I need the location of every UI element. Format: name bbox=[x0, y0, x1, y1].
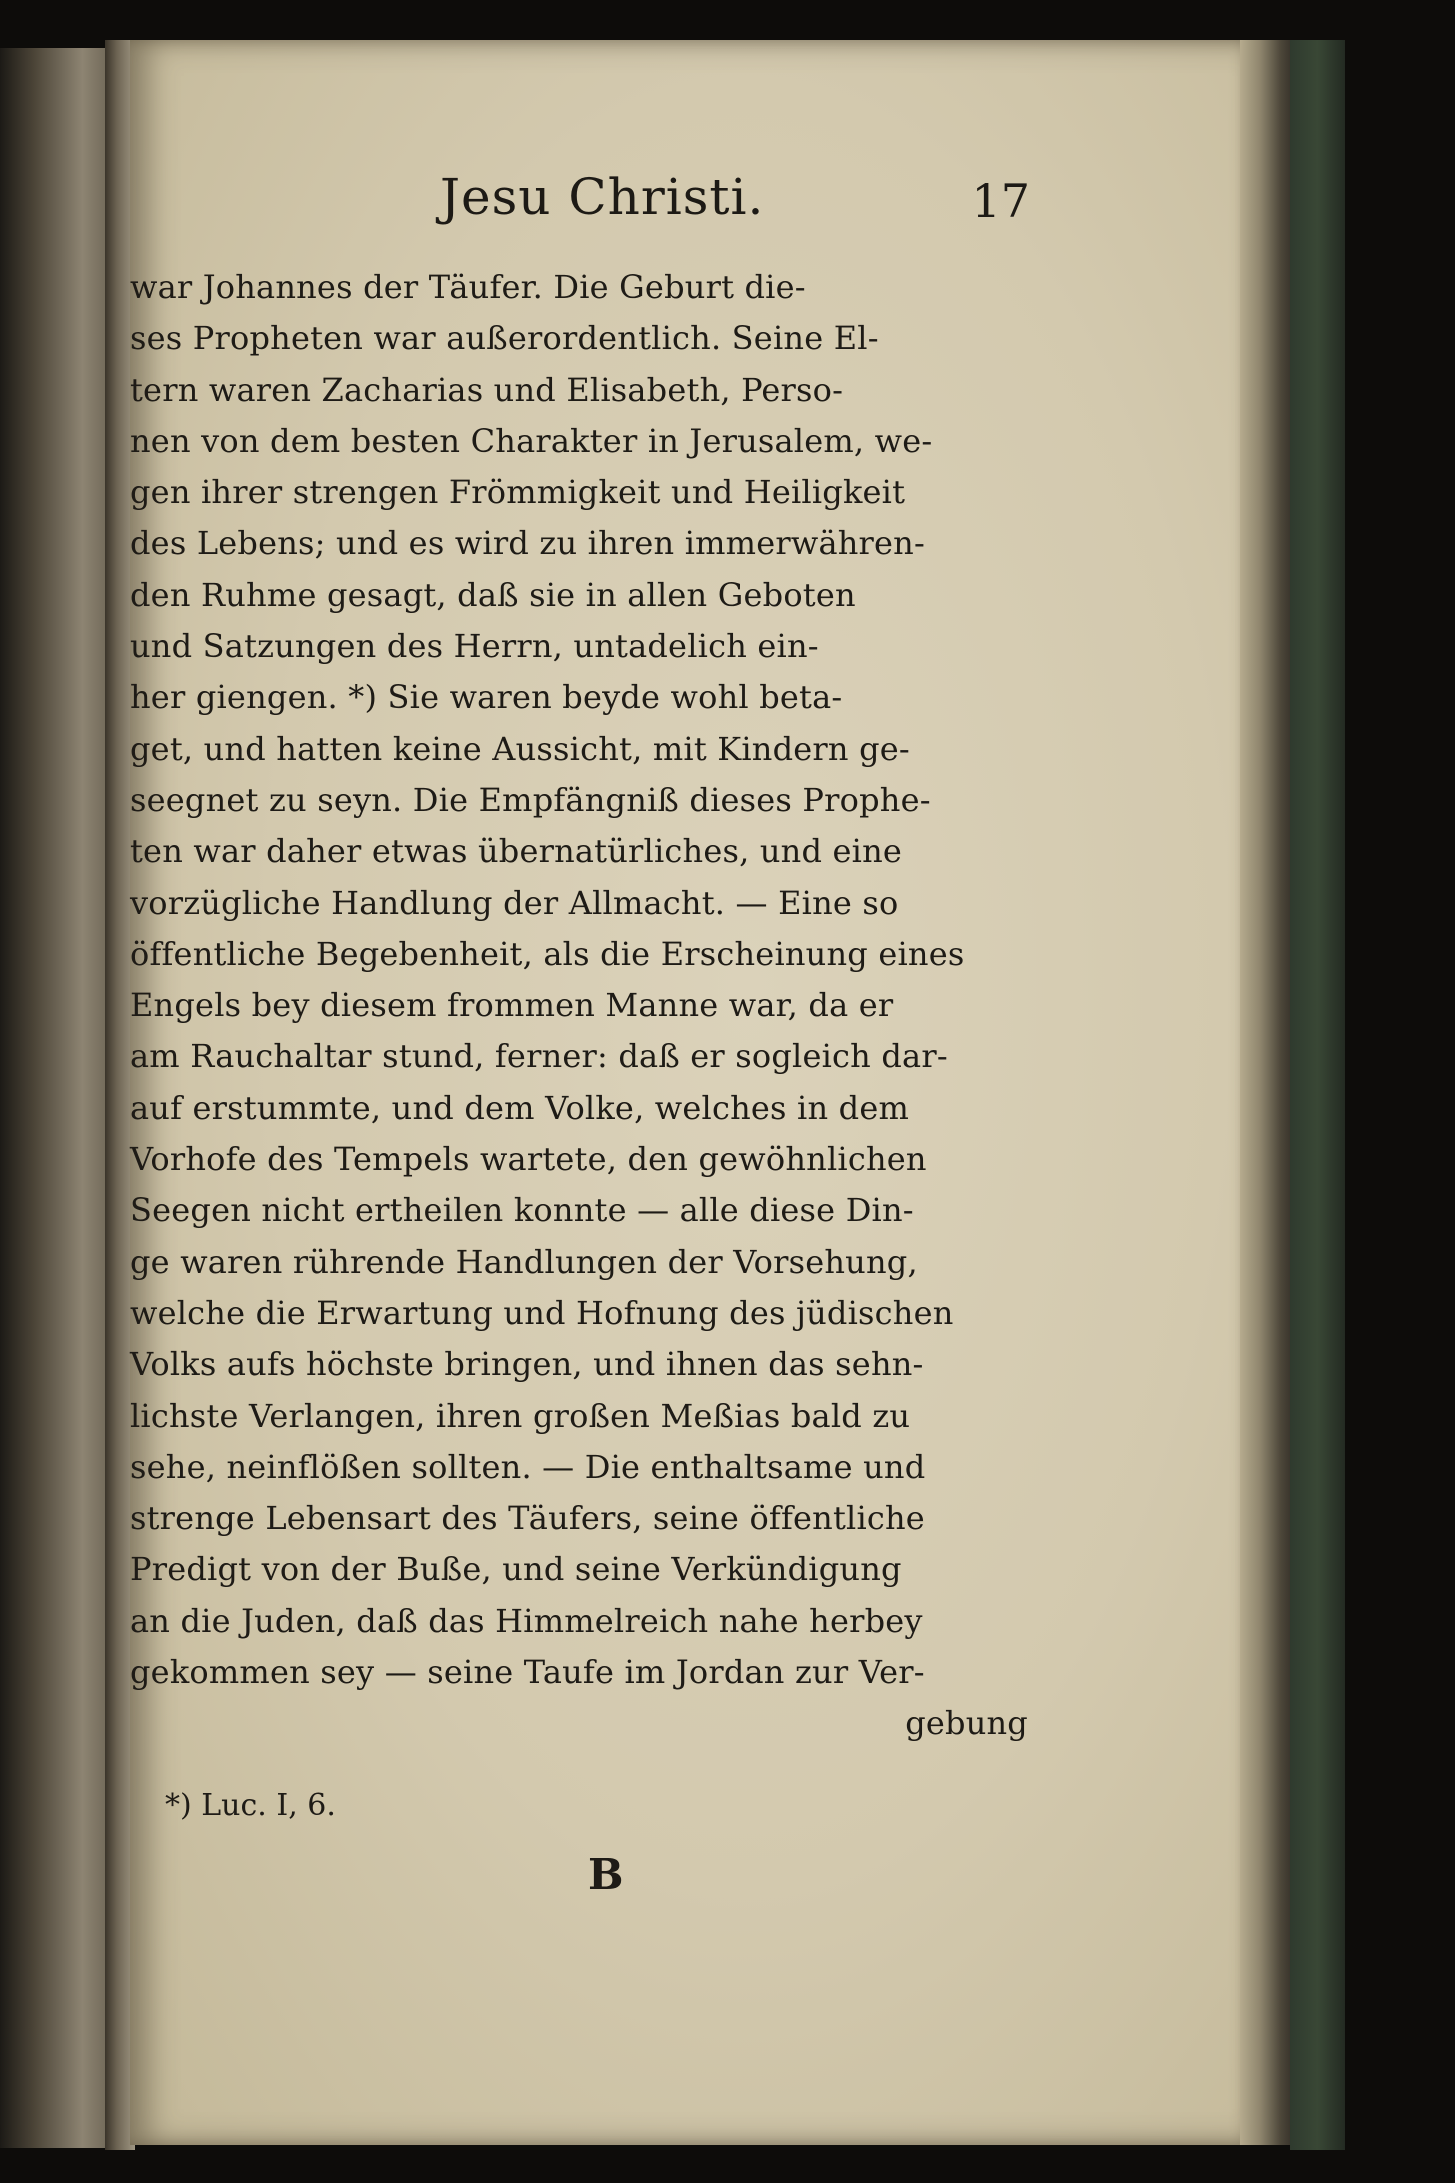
text-line: lichste Verlangen, ihren großen Meßias bald zu bbox=[130, 1396, 911, 1435]
text-line: Predigt von der Buße, und seine Verkündigung bbox=[130, 1550, 902, 1589]
catchword: gebung bbox=[905, 1704, 1028, 1743]
text-line: den Ruhme gesagt, daß sie in allen Geboten bbox=[130, 575, 856, 614]
text-line: und Satzungen des Herrn, untadelich ein- bbox=[130, 627, 819, 666]
left-page-edge bbox=[0, 48, 110, 2148]
text-line: ses Propheten war außerordentlich. Seine El- bbox=[130, 319, 879, 358]
text-line: strenge Lebensart des Täufers, seine öffentliche bbox=[130, 1499, 925, 1538]
page-header bbox=[440, 168, 1030, 240]
book-cover-edge bbox=[1290, 40, 1345, 2150]
text-line: Volks aufs höchste bringen, und ihnen das sehn- bbox=[130, 1345, 924, 1384]
text-line: welche die Erwartung und Hofnung des jüdischen bbox=[130, 1293, 954, 1332]
signature-mark: B bbox=[588, 1850, 624, 1899]
page-number: 17 bbox=[971, 174, 1030, 228]
text-line: ge waren rührende Handlungen der Vorsehung, bbox=[130, 1242, 918, 1281]
text-line: Engels bey diesem frommen Manne war, da er bbox=[130, 986, 894, 1025]
text-line: nen von dem besten Charakter in Jerusalem, we- bbox=[130, 421, 933, 460]
text-line: gen ihrer strengen Frömmigkeit und Heiligkeit bbox=[130, 473, 906, 512]
text-line: Vorhofe des Tempels wartete, den gewöhnlichen bbox=[130, 1140, 927, 1179]
text-line: tern waren Zacharias und Elisabeth, Perso- bbox=[130, 370, 844, 409]
text-line: Seegen nicht ertheilen konnte — alle diese Din- bbox=[130, 1191, 914, 1230]
body-text bbox=[130, 262, 1030, 1750]
text-line: vorzügliche Handlung der Allmacht. — Eine so bbox=[130, 883, 899, 922]
footnote: *) Luc. I, 6. bbox=[165, 1788, 336, 1823]
text-line: auf erstummte, und dem Volke, welches in dem bbox=[130, 1088, 910, 1127]
text-line: sehe, neinflößen sollten. — Die enthaltsame und bbox=[130, 1447, 926, 1486]
text-line: öffentliche Begebenheit, als die Erscheinung eines bbox=[130, 934, 965, 973]
text-line: her giengen. *) Sie waren beyde wohl beta- bbox=[130, 678, 843, 717]
text-line: gekommen sey — seine Taufe im Jordan zur Ver- bbox=[130, 1653, 925, 1692]
text-line: war Johannes der Täufer. Die Geburt die- bbox=[130, 268, 806, 306]
text-line: get, und hatten keine Aussicht, mit Kindern ge- bbox=[130, 729, 910, 768]
text-line: ten war daher etwas übernatürliches, und eine bbox=[130, 832, 903, 871]
text-line: am Rauchaltar stund, ferner: daß er sogleich dar- bbox=[130, 1037, 948, 1076]
text-line: an die Juden, daß das Himmelreich nahe herbey bbox=[130, 1601, 923, 1640]
text-line: des Lebens; und es wird zu ihren immerwähren- bbox=[130, 524, 925, 563]
running-head: Jesu Christi. bbox=[440, 168, 765, 226]
text-line: seegnet zu seyn. Die Empfängniß dieses Prophe- bbox=[130, 780, 931, 819]
